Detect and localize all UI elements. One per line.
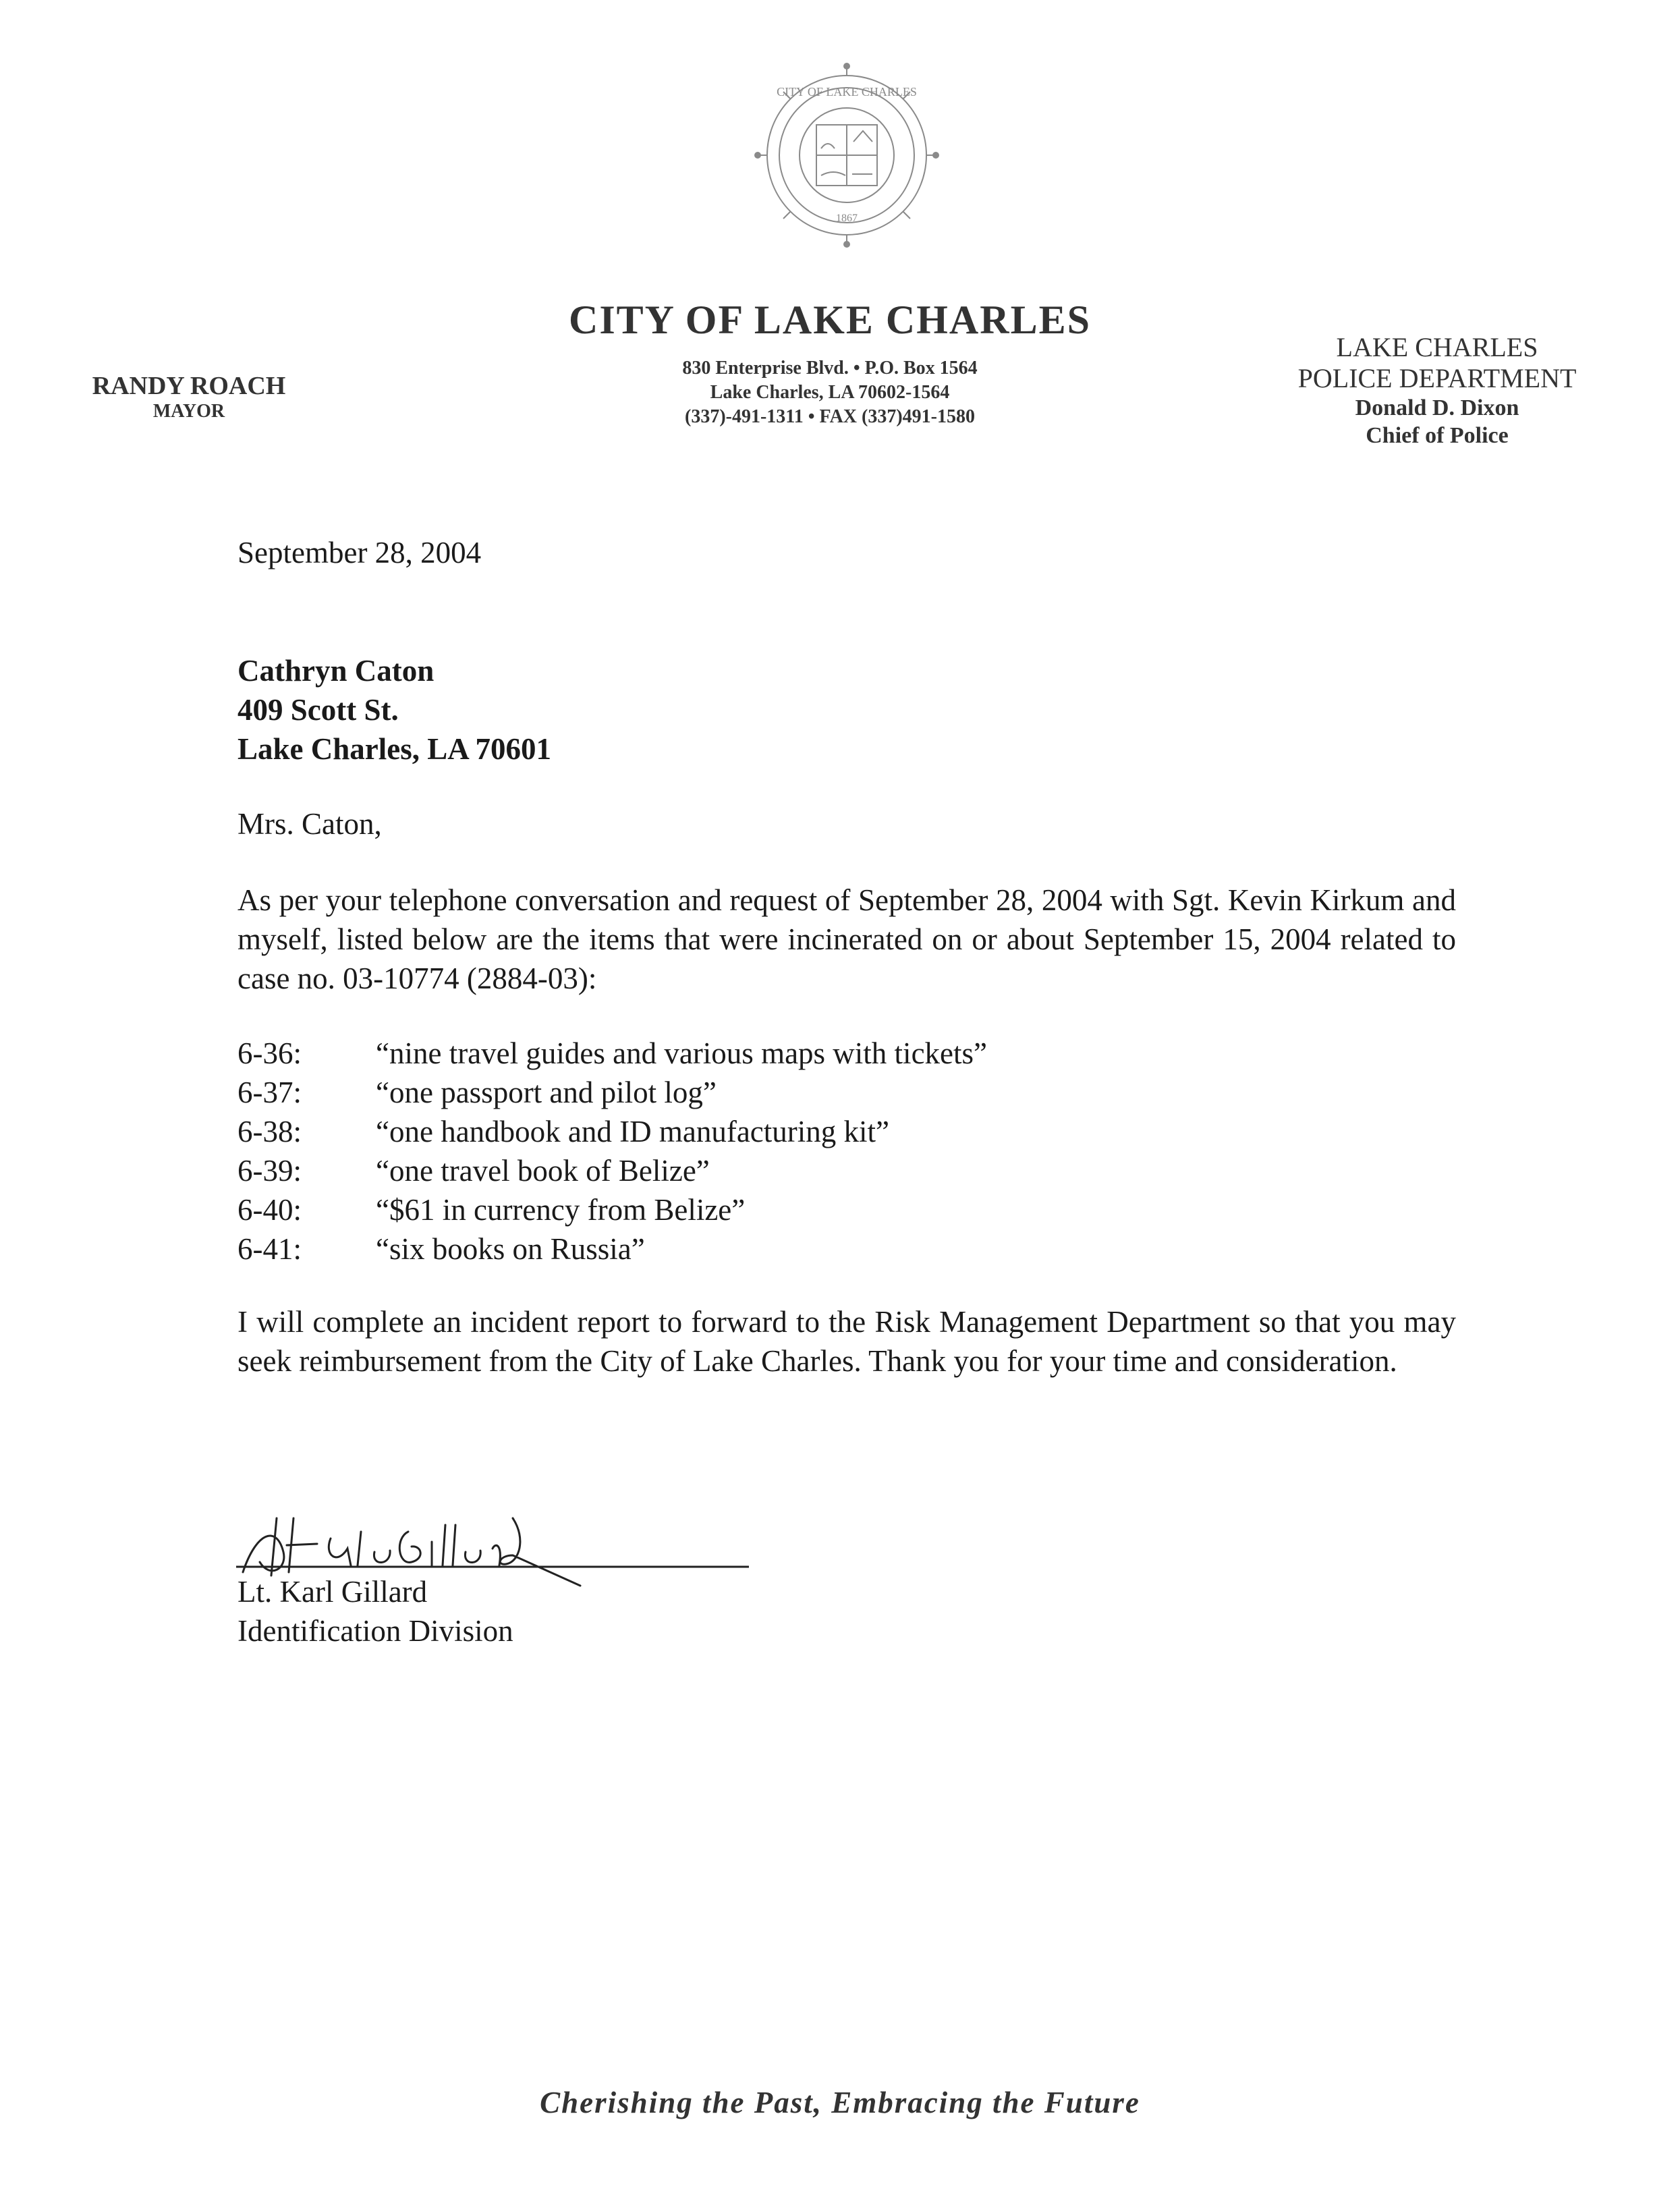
mayor-block [54,371,324,422]
item-code: 6-36: [237,1036,302,1070]
item-code: 6-37: [237,1076,302,1109]
item-code: 6-38: [237,1115,302,1148]
item-desc: “one handbook and ID manufacturing kit” [376,1115,890,1148]
address-line-3: (337)-491-1311 • FAX (337)491-1580 [685,406,975,427]
item-desc: “one travel book of Belize” [376,1154,710,1188]
item-desc: “one passport and pilot log” [376,1076,717,1109]
item-list [237,1034,987,1269]
list-item [237,1034,987,1073]
salutation: Mrs. Caton, [237,807,382,841]
city-motto: Cherishing the Past, Embracing the Future [540,2086,1140,2119]
recipient-street: 409 Scott St. [237,693,399,727]
seal-name: CITY OF LAKE CHARLES [777,85,917,99]
paragraph-2: I will complete an incident report to forward to the Risk Management Department so that you may seek reimbursement from the City of Lake Charles. Thank you for your time and consideration. [237,1305,1456,1378]
signer-division: Identification Division [237,1614,513,1648]
list-item [237,1229,987,1269]
recipient-address [237,651,551,769]
recipient-city: Lake Charles, LA 70601 [237,732,552,766]
chief-title: Chief of Police [1366,423,1509,448]
item-code: 6-39: [237,1154,302,1188]
item-desc: “$61 in currency from Belize” [376,1193,746,1227]
letter-date: September 28, 2004 [237,536,482,569]
paragraph-1: As per your telephone conversation and request of September 28, 2004 with Sgt. Kevin Kirkum and myself, listed below are the items that were incinerated on or about September 15, 2004 related to case no. 03-10774 (2884-03): [237,883,1456,995]
seal-year: 1867 [836,213,858,224]
dept-line-2: POLICE DEPARTMENT [1297,363,1577,393]
dept-line-1: LAKE CHARLES [1336,332,1538,362]
item-desc: “nine travel guides and various maps with tickets” [376,1036,987,1070]
list-item [237,1151,987,1190]
list-item [237,1073,987,1112]
signer-block [237,1572,513,1650]
address-line-1: 830 Enterprise Blvd. • P.O. Box 1564 [682,358,978,379]
signer-name: Lt. Karl Gillard [237,1575,428,1609]
item-code: 6-41: [237,1232,302,1266]
recipient-name: Cathryn Caton [237,654,435,688]
chief-name: Donald D. Dixon [1355,395,1519,420]
list-item [237,1112,987,1151]
address-line-2: Lake Charles, LA 70602-1564 [710,382,950,403]
police-dept-block [1255,332,1619,449]
item-code: 6-40: [237,1193,302,1227]
mayor-name: RANDY ROACH [92,372,286,400]
city-seal [746,61,948,250]
city-title: CITY OF LAKE CHARLES [568,298,1091,342]
mayor-title: MAYOR [152,401,225,422]
city-address [594,356,1066,429]
item-desc: “six books on Russia” [376,1232,645,1266]
list-item [237,1190,987,1229]
